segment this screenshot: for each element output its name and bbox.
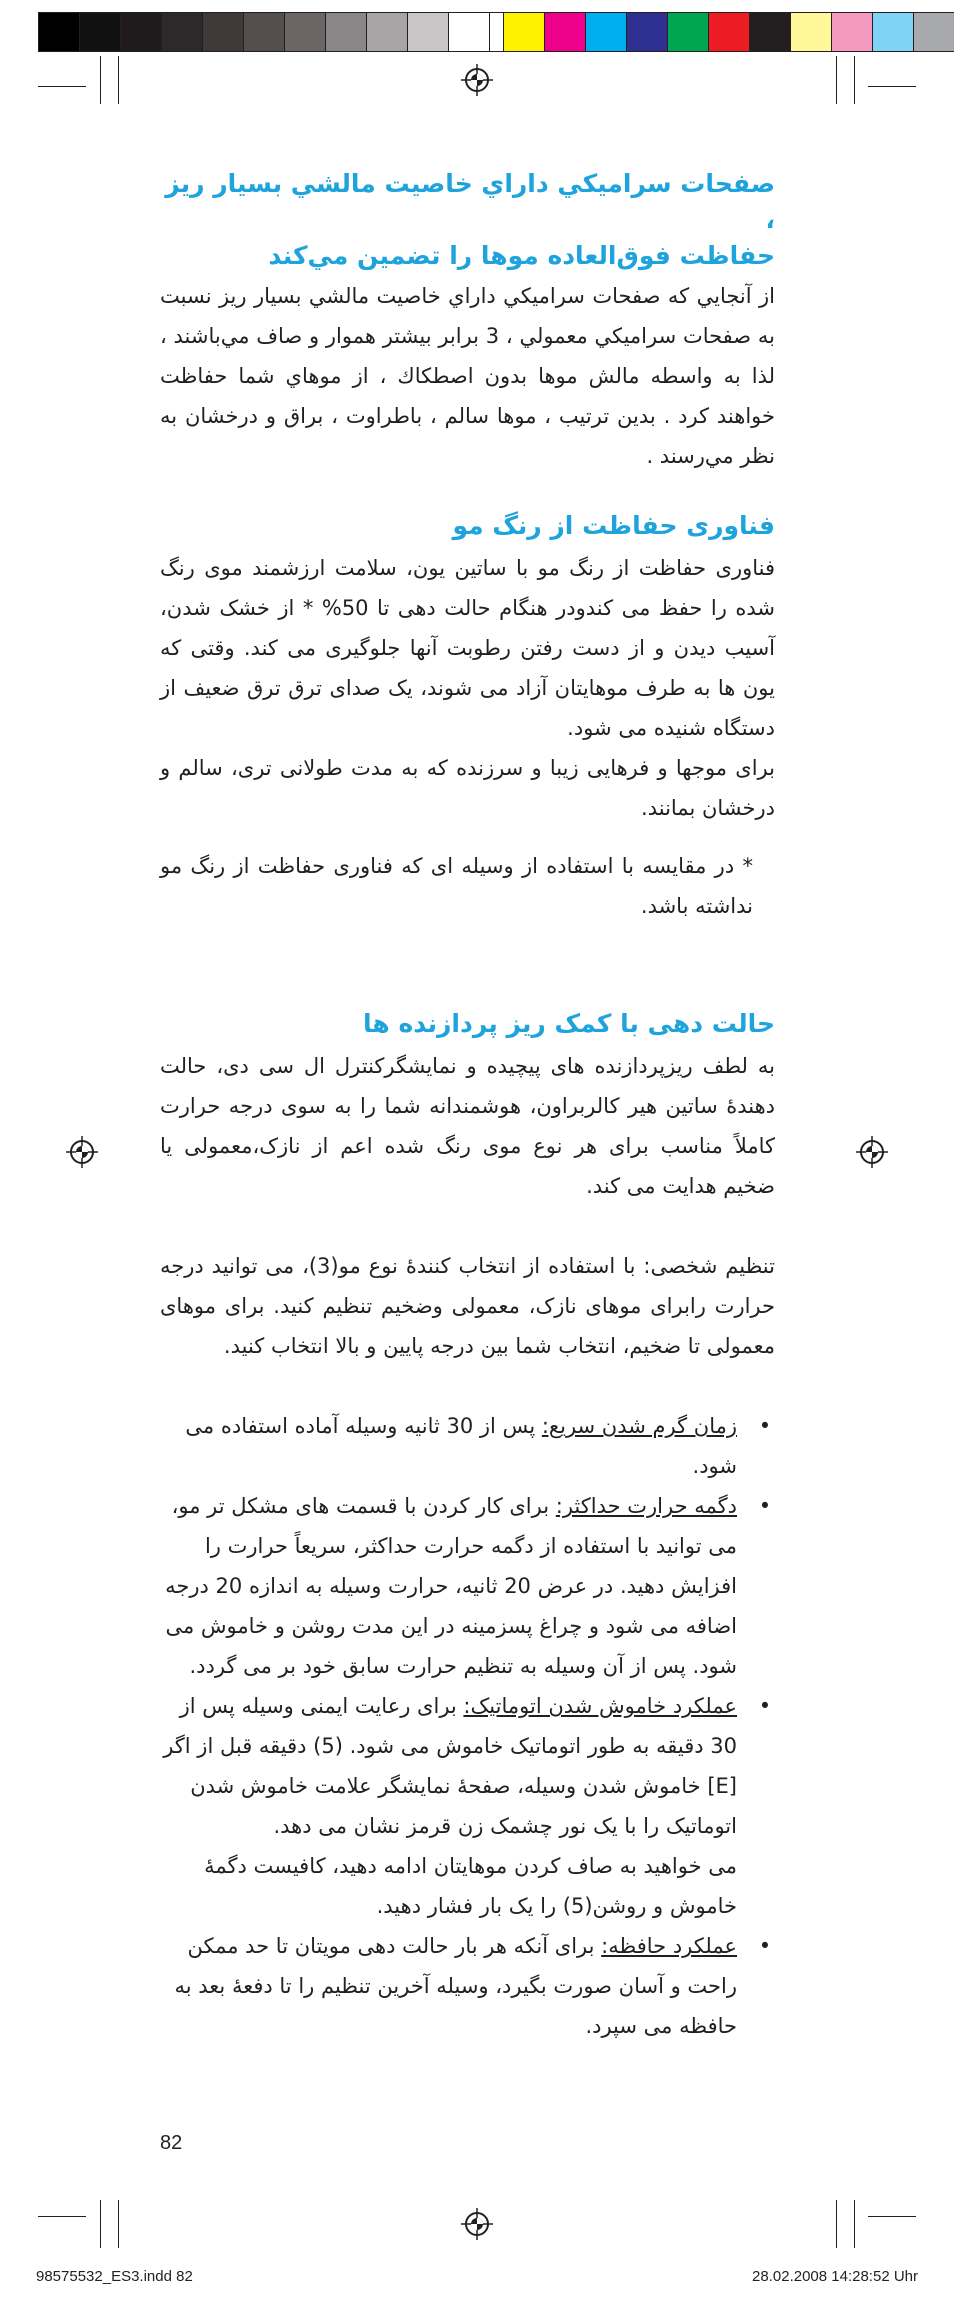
body-paragraph: تنظیم شخصی: با استفاده از انتخاب کنندهٔ نوع مو(3)، می توانید درجه حرارت رابرای موهای نازک، معمولی وضخیم تنظیم کنید. برای موهای معمولی تا ضخیم، انتخاب شما بین درجه پایین و بالا انتخاب کنید.: [160, 1254, 775, 1358]
gray-swatch: [367, 13, 408, 51]
feature-term: زمان گرم شدن سریع:: [541, 1414, 737, 1438]
color-swatch: [545, 13, 586, 51]
gray-swatch: [203, 13, 244, 51]
crop-mark: [118, 56, 119, 104]
feature-text: برای رعایت ایمنی وسیله پس از 30 دقیقه به طور اتوماتیک خاموش می شود. (5) دقیقه قبل از اگر [E] خاموش شدن وسیله، صفحهٔ نمایشگر علامت خاموش شدن اتوماتیک را با یک نور چشمک زن قرمز نشان می دهد.: [163, 1694, 737, 1838]
crop-mark: [854, 56, 855, 104]
feature-term: دگمه حرارت حداکثر:: [555, 1494, 737, 1518]
crop-mark: [100, 2200, 101, 2248]
color-swatch: [832, 13, 873, 51]
section-heading: فناوری حفاظت از رنگ مو: [452, 511, 775, 540]
crop-mark: [836, 56, 837, 104]
gray-swatch: [39, 13, 80, 51]
body-paragraph: فناوری حفاظت از رنگ مو با ساتین یون، سلامت ارزشمند موی رنگ شده را حفظ می کندودر هنگام حالت دهی تا 50% * از خشک شدن، آسیب دیدن و از دست رفتن رطوبت آنها جلوگیری می کند. وقتی که یون ها به طرف موهایتان آزاد می شوند، یک صدای ترق ترق ضعیف از دستگاه شنیده می شود.: [160, 556, 776, 740]
section-heading: حالت دهی با کمک ریز پردازنده ها: [363, 1009, 775, 1038]
crop-mark: [854, 2200, 855, 2248]
gray-swatch: [326, 13, 367, 51]
crop-mark: [868, 86, 916, 87]
registration-mark-icon: [856, 1136, 888, 1168]
body-paragraph: برای موجها و فرهایی زیبا و سرزنده که به مدت طولانی تری، سالم و درخشان بمانند.: [160, 756, 775, 820]
swatch-gap: [490, 13, 504, 51]
bullet-dot-icon: •: [758, 1694, 772, 1718]
crop-mark: [100, 56, 101, 104]
crop-mark: [38, 2216, 86, 2217]
color-swatch: [791, 13, 832, 51]
list-item: [160, 1686, 775, 1926]
feature-term: عملکرد حافظه:: [601, 1934, 737, 1958]
bullet-dot-icon: •: [758, 1934, 772, 1958]
body-paragraph: به لطف ریزپردازنده های پیچیده و نمایشگرکنترل ال سی دی، حالت دهندهٔ ساتین هیر کالربراون، هوشمندانه شما را به سوی درجه حرارت کاملاً مناسب برای هر نوع موی رنگ شده اعم از نازک،معمولی یا ضخیم هدایت می کند.: [160, 1054, 775, 1198]
registration-mark-icon: [461, 64, 493, 96]
footer-timestamp: 28.02.2008 14:28:52 Uhr: [752, 2268, 918, 2285]
feature-text: پس از 30 ثانیه وسیله آماده استفاده می شود.: [185, 1414, 737, 1478]
color-swatch: [504, 13, 545, 51]
section-color-protection: [160, 508, 775, 926]
gray-swatch: [244, 13, 285, 51]
feature-text-extra: می خواهید به صاف کردن موهایتان ادامه دهید، کافیست دگمهٔ خاموش و روشن(5) را یک بار فشار دهید.: [204, 1854, 737, 1918]
gray-swatch: [162, 13, 203, 51]
feature-term: عملکرد خاموش شدن اتوماتیک:: [463, 1694, 737, 1718]
color-calibration-bar: [38, 12, 954, 52]
gray-swatch: [449, 13, 490, 51]
body-paragraph: از آنجايي كه صفحات سراميكي داراي خاصيت مالشي بسيار ريز نسبت به صفحات سراميكي معمولي ، 3 برابر بيشتر هموار و صاف مي‌باشند ، لذا به واسطه مالش موها بدون اصطكاك ، از موهاي شما حفاظت خواهند كرد . بدين ترتيب ، موها سالم ، باطراوت ، براق و درخشان به نظر مي‌رسند .: [160, 284, 775, 468]
section-heading: حفاظت فوق‌العاده موها را تضمين مي‌كند: [268, 241, 775, 270]
color-swatch: [873, 13, 914, 51]
gray-swatch: [80, 13, 121, 51]
bullet-dot-icon: •: [758, 1414, 772, 1438]
crop-mark: [118, 2200, 119, 2248]
list-item: [160, 1926, 775, 2046]
section-ceramic-plates: [160, 166, 775, 476]
gray-swatch: [121, 13, 162, 51]
list-item: [160, 1486, 775, 1686]
color-swatch: [668, 13, 709, 51]
feature-list: [160, 1406, 775, 2046]
registration-mark-icon: [66, 1136, 98, 1168]
footnote: * در مقایسه با استفاده از وسیله ای که فناوری حفاظت از رنگ مو نداشته باشد.: [160, 854, 753, 918]
color-swatch: [914, 13, 954, 51]
feature-text: برای آنکه هر بار حالت دهی مویتان تا حد ممکن راحت و آسان صورت بگیرد، وسیله آخرین تنظیم را تا دفعهٔ بعد به حافظه می سپرد.: [174, 1934, 737, 2038]
registration-mark-icon: [461, 2208, 493, 2240]
color-swatch: [750, 13, 791, 51]
footer-file-info: 98575532_ES3.indd 82: [36, 2268, 193, 2285]
crop-mark: [38, 86, 86, 87]
feature-text: برای کار کردن با قسمت های مشکل تر مو، می توانید با استفاده از دگمه حرارت حداکثر، سریعاً حرارت را افزایش دهید. در عرض 20 ثانیه، حرارت وسیله به اندازه 20 درجه اضافه می شود و چراغ پسزمینه در این مدت روشن و خاموش می شود. پس از آن وسیله به تنظیم حرارت سابق خود بر می گردد.: [165, 1494, 737, 1678]
bullet-dot-icon: •: [758, 1494, 772, 1518]
gray-swatch: [408, 13, 449, 51]
color-swatch: [709, 13, 750, 51]
crop-mark: [868, 2216, 916, 2217]
crop-mark: [836, 2200, 837, 2248]
gray-swatch: [285, 13, 326, 51]
section-heading: صفحات سراميكي داراي خاصيت مالشي بسيار ريز ،: [165, 169, 775, 234]
section-microprocessor-styling: [160, 1006, 775, 2046]
page-number: 82: [160, 2132, 183, 2154]
color-swatch: [627, 13, 668, 51]
list-item: [160, 1406, 775, 1486]
color-swatch: [586, 13, 627, 51]
